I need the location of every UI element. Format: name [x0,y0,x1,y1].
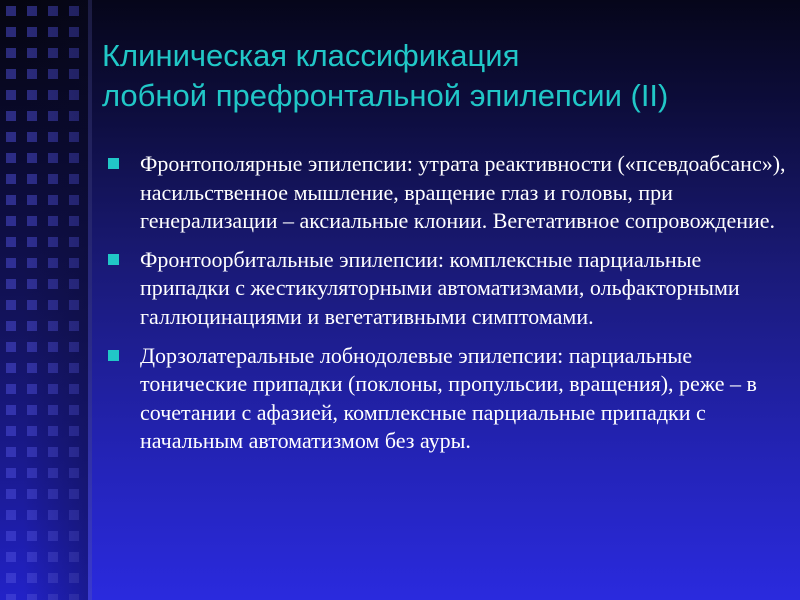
bullet-text: Дорзолатеральные лобнодолевые эпилепсии: парциальные тонические припадки (поклоны, пропульсии, вращения), реже – в сочетании с афазией, комплексные парциальные припадки с начальным автоматизмом без ауры. [140,342,757,454]
square-bullet-icon [108,158,119,169]
bullet-item-dorsolateral [108,342,788,456]
decorative-pattern-shade [0,0,92,600]
bullet-text: Фронтополярные эпилепсии: утрата реактивности («псевдоабсанс»), насильственное мышление, вращение глаз и головы, при генерализации – аксиальные клонии. Вегетативное сопровождение. [140,151,786,234]
bullet-item-frontoorbital [108,246,788,332]
slide-title [102,36,792,116]
slide-title-line-2: лобной префронтальной эпилепсии (II) [102,78,669,113]
bullet-list [108,150,788,466]
decorative-side-strip [0,0,92,600]
square-bullet-icon [108,350,119,361]
bullet-text: Фронтоорбитальные эпилепсии: комплексные парциальные припадки с жестикуляторными автоматизмами, ольфакторными галлюцинациями и вегетативными симптомами. [140,246,740,329]
slide-title-line-1: Клиническая классификация [102,38,520,73]
bullet-item-frontopolar [108,150,788,236]
square-bullet-icon [108,254,119,265]
